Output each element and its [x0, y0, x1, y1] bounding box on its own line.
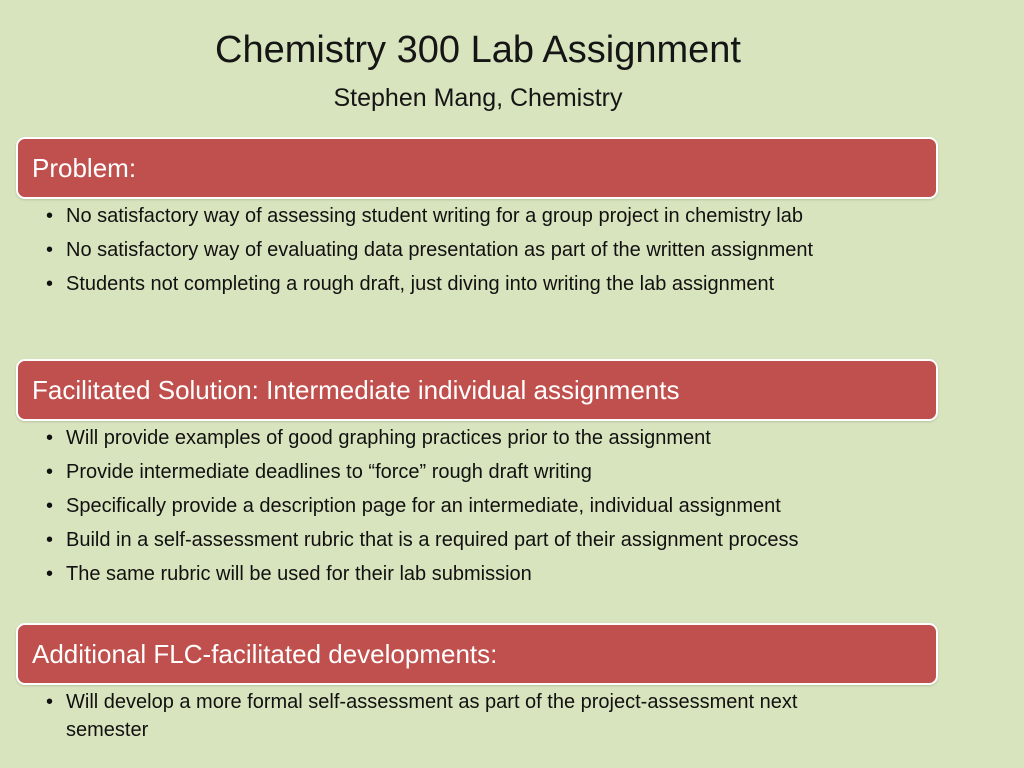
bullet-list-solution: [44, 424, 914, 594]
bullet-item: • No satisfactory way of assessing student writing for a group project in chemistry lab: [44, 202, 914, 230]
section-header-additional: [16, 623, 938, 685]
bullet-list-problem: [44, 202, 914, 304]
section-header-label: Additional FLC-facilitated developments:: [32, 638, 498, 669]
bullet-item: • Build in a self-assessment rubric that is a required part of their assignment process: [44, 526, 914, 554]
bullet-item: • Will provide examples of good graphing practices prior to the assignment: [44, 424, 914, 452]
slide-title: Chemistry 300 Lab Assignment: [215, 29, 741, 71]
bullet-item: • Specifically provide a description page for an intermediate, individual assignment: [44, 492, 914, 520]
slide-subtitle: Stephen Mang, Chemistry: [333, 84, 623, 112]
bullet-item: • Will develop a more formal self-assessment as part of the project-assessment next semester: [44, 688, 884, 744]
bullet-item: • No satisfactory way of evaluating data presentation as part of the written assignment: [44, 236, 914, 264]
bullet-item: • Students not completing a rough draft, just diving into writing the lab assignment: [44, 270, 914, 298]
section-header-problem: [16, 137, 938, 199]
bullet-item: • The same rubric will be used for their lab submission: [44, 560, 914, 588]
bullet-item: • Provide intermediate deadlines to “force” rough draft writing: [44, 458, 914, 486]
section-header-label: Problem:: [32, 152, 137, 183]
bullet-list-additional: [44, 688, 884, 750]
section-header-solution: [16, 359, 938, 421]
section-header-label: Facilitated Solution: Intermediate individual assignments: [32, 374, 680, 405]
